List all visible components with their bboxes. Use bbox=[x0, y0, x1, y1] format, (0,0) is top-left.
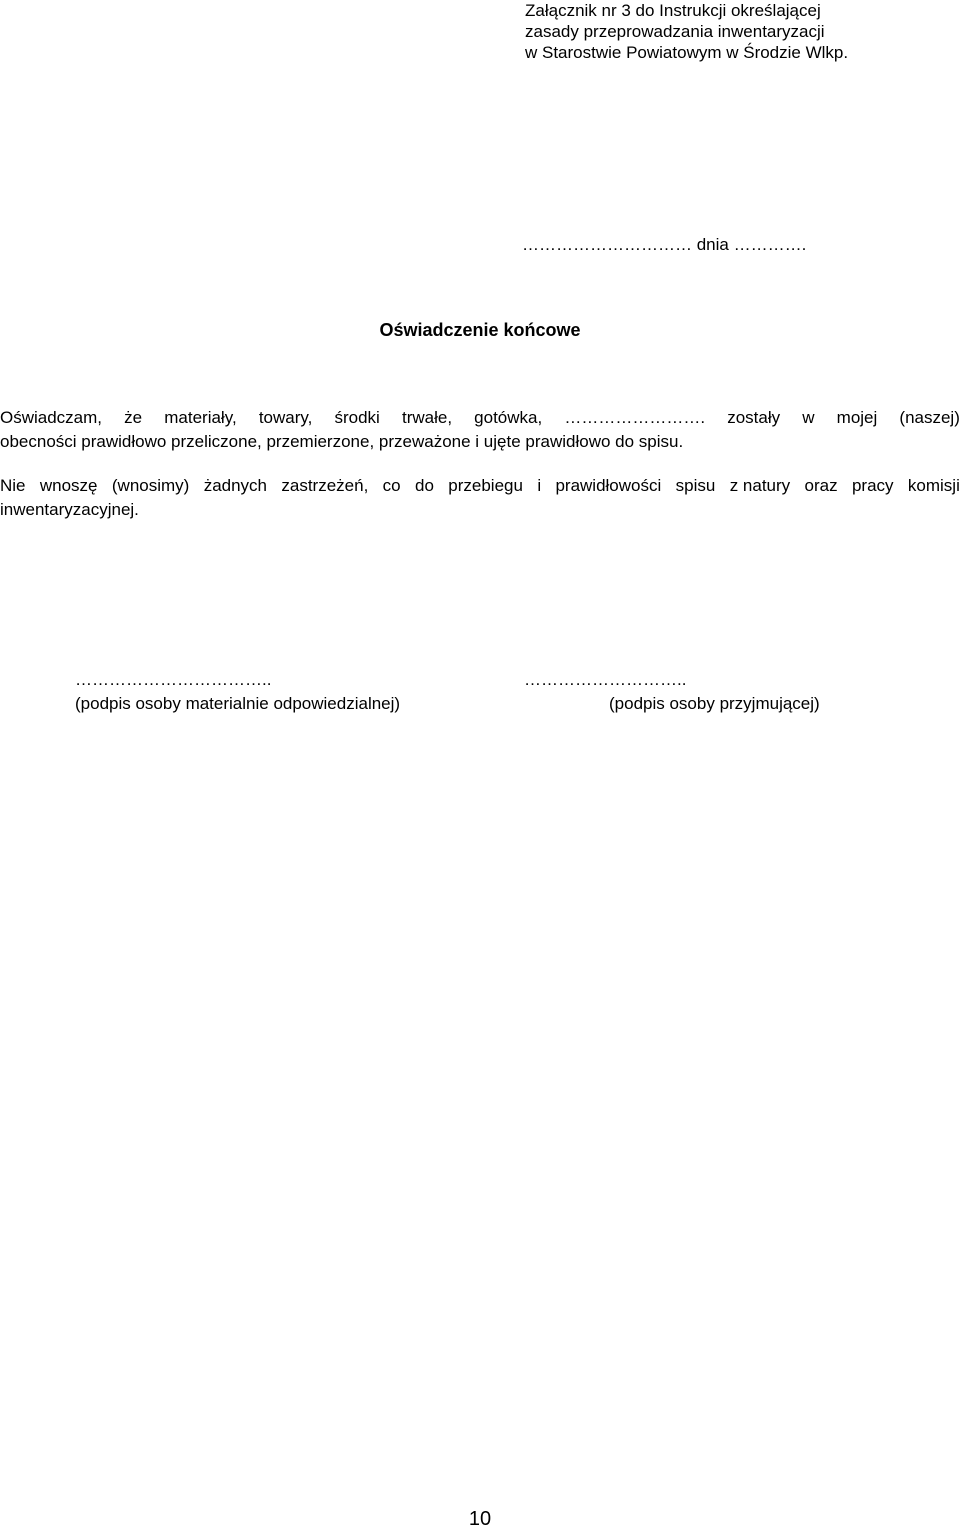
word: że bbox=[124, 408, 143, 427]
word: materiały, bbox=[164, 408, 237, 427]
word: do bbox=[415, 476, 434, 495]
signature-dots: …………………………….. bbox=[75, 670, 272, 689]
attachment-note-line: zasady przeprowadzania inwentaryzacji bbox=[525, 22, 825, 41]
word: żadnych bbox=[203, 476, 268, 495]
signature-receiving-person bbox=[524, 668, 820, 716]
signature-caption: (podpis osoby materialnie odpowiedzialnej) bbox=[75, 694, 401, 713]
blank-field: ……………………. bbox=[564, 408, 706, 427]
word: towary, bbox=[258, 408, 313, 427]
signature-materially-responsible bbox=[75, 668, 400, 716]
signature-caption: (podpis osoby przyjmującej) bbox=[609, 694, 820, 713]
objections-line-justified bbox=[0, 474, 960, 498]
document-title: Oświadczenie końcowe bbox=[379, 320, 581, 340]
word: (naszej) bbox=[899, 408, 960, 427]
word: w bbox=[802, 408, 815, 427]
date-line: ………………………… dnia …………. bbox=[522, 235, 807, 254]
word: komisji bbox=[907, 476, 960, 495]
word: prawidłowości bbox=[555, 476, 662, 495]
attachment-note bbox=[525, 0, 848, 63]
signature-dots: ……………………….. bbox=[524, 670, 687, 689]
statement-line: obecności prawidłowo przeliczone, przemierzone, przeważone i ujęte prawidłowo do spisu. bbox=[0, 432, 684, 451]
page-number: 10 bbox=[468, 1508, 492, 1530]
word: zostały bbox=[727, 408, 781, 427]
word: wnoszę bbox=[39, 476, 98, 495]
word: spisu bbox=[675, 476, 716, 495]
word: z natury bbox=[729, 476, 791, 495]
word: (wnosimy) bbox=[111, 476, 190, 495]
word: i bbox=[537, 476, 542, 495]
word: oraz bbox=[804, 476, 838, 495]
word: Oświadczam, bbox=[0, 408, 103, 427]
statement-paragraph bbox=[0, 406, 960, 454]
word: przebiegu bbox=[448, 476, 523, 495]
word: zastrzeżeń, bbox=[281, 476, 369, 495]
word: środki bbox=[334, 408, 380, 427]
word: mojej bbox=[836, 408, 878, 427]
objections-paragraph bbox=[0, 474, 960, 522]
word: gotówka, bbox=[474, 408, 543, 427]
word: Nie bbox=[0, 476, 26, 495]
attachment-note-line: Załącznik nr 3 do Instrukcji określającej bbox=[525, 1, 821, 20]
word: co bbox=[382, 476, 401, 495]
objections-line: inwentaryzacyjnej. bbox=[0, 500, 139, 519]
statement-line-justified bbox=[0, 406, 960, 430]
word: trwałe, bbox=[401, 408, 453, 427]
word: pracy bbox=[851, 476, 894, 495]
attachment-note-line: w Starostwie Powiatowym w Środzie Wlkp. bbox=[525, 43, 849, 62]
